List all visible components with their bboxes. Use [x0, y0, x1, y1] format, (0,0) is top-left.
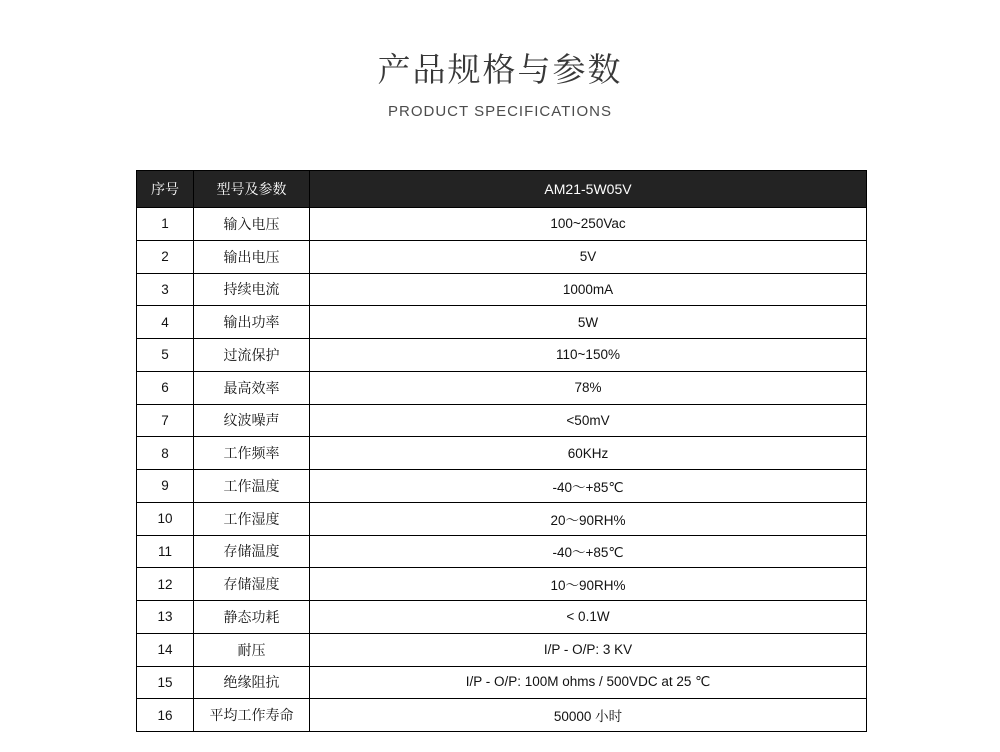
header-model-number: AM21-5W05V [310, 171, 867, 208]
row-number: 8 [137, 437, 194, 470]
row-number: 12 [137, 568, 194, 601]
table-row [137, 273, 867, 306]
row-value: -40～+85℃ [310, 535, 867, 568]
table-row [137, 568, 867, 601]
table-row [137, 470, 867, 503]
row-param: 平均工作寿命 [194, 699, 310, 732]
row-value: 60KHz [310, 437, 867, 470]
row-param: 工作温度 [194, 470, 310, 503]
row-number: 2 [137, 240, 194, 273]
row-number: 13 [137, 601, 194, 634]
table-row [137, 502, 867, 535]
row-value: 20～90RH% [310, 502, 867, 535]
row-param: 耐压 [194, 633, 310, 666]
header-model-and-params: 型号及参数 [194, 171, 310, 208]
table-row [137, 371, 867, 404]
table-row [137, 339, 867, 372]
row-number: 3 [137, 273, 194, 306]
row-param: 存储湿度 [194, 568, 310, 601]
row-value: 50000 小时 [310, 699, 867, 732]
table-row [137, 208, 867, 241]
row-value: 10～90RH% [310, 568, 867, 601]
row-param: 输出功率 [194, 306, 310, 339]
row-number: 16 [137, 699, 194, 732]
row-param: 绝缘阻抗 [194, 666, 310, 699]
row-param: 过流保护 [194, 339, 310, 372]
row-number: 4 [137, 306, 194, 339]
row-value: 5V [310, 240, 867, 273]
row-param: 输入电压 [194, 208, 310, 241]
table-row [137, 666, 867, 699]
page-title: 产品规格与参数 [377, 51, 623, 88]
table-row [137, 601, 867, 634]
row-number: 15 [137, 666, 194, 699]
row-value: < 0.1W [310, 601, 867, 634]
row-number: 5 [137, 339, 194, 372]
row-param: 输出电压 [194, 240, 310, 273]
row-value: -40～+85℃ [310, 470, 867, 503]
row-value: I/P - O/P: 3 KV [310, 633, 867, 666]
row-value: 5W [310, 306, 867, 339]
table-header-row [137, 171, 867, 208]
row-number: 14 [137, 633, 194, 666]
table-row [137, 699, 867, 732]
row-value: 100~250Vac [310, 208, 867, 241]
row-param: 工作湿度 [194, 502, 310, 535]
row-param: 工作频率 [194, 437, 310, 470]
row-param: 静态功耗 [194, 601, 310, 634]
table-row [137, 633, 867, 666]
row-value: 110~150% [310, 339, 867, 372]
table-row [137, 240, 867, 273]
table-row [137, 535, 867, 568]
header-serial-number: 序号 [137, 171, 194, 208]
row-number: 1 [137, 208, 194, 241]
row-number: 10 [137, 502, 194, 535]
row-value: 78% [310, 371, 867, 404]
row-number: 9 [137, 470, 194, 503]
table-row [137, 437, 867, 470]
spec-table [136, 170, 867, 732]
row-value: I/P - O/P: 100M ohms / 500VDC at 25 ℃ [310, 666, 867, 699]
table-row [137, 306, 867, 339]
row-value: <50mV [310, 404, 867, 437]
row-param: 存储温度 [194, 535, 310, 568]
row-param: 最高效率 [194, 371, 310, 404]
row-number: 11 [137, 535, 194, 568]
page-subtitle: PRODUCT SPECIFICATIONS [388, 103, 612, 120]
row-param: 纹波噪声 [194, 404, 310, 437]
row-value: 1000mA [310, 273, 867, 306]
row-number: 6 [137, 371, 194, 404]
table-row [137, 404, 867, 437]
row-number: 7 [137, 404, 194, 437]
row-param: 持续电流 [194, 273, 310, 306]
